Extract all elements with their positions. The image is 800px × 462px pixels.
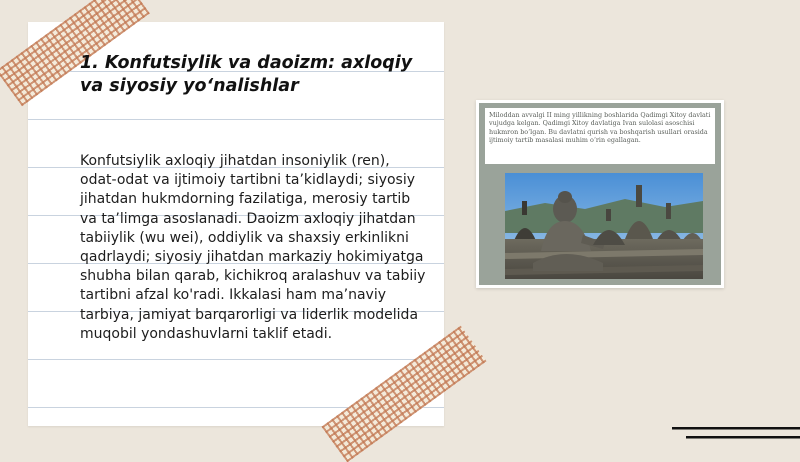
buddha-photo-illustration — [505, 173, 703, 279]
decorative-lines — [672, 424, 800, 446]
image-frame — [476, 100, 724, 288]
slide-body-text: Konfutsiylik axloqiy jihatdan insoniylik (ren), odat-odat va ijtimoiy tartibni ta’kidlaydi; siyosiy jihatdan hukmdorning fazilatiga, merosiy tartib va ta’limga asoslanadi. Daoizm axloqiy jihatdan tabiiylik (wu wei), oddiylik va shaxsiy erkinlikni qadrlaydi; siyosiy jihatdan markaziy hokimiyatga shubha bilan qarab, kichikroq aralashuv va tabiiy tartibni afzal ko'radi. Ikkalasi ham ma’naviy tarbiya, jamiyat barqarorligi va liderlik modelida muqobil yondashuvlarni taklif etadi. — [80, 153, 426, 342]
slide-title: 1. Konfutsiylik va daoizm: axloqiy va siyosiy yo‘nalishlar — [80, 53, 413, 96]
image-caption-text: Miloddan avvalgi II ming yillikning boshlarida Qadimgi Xitoy davlati vujudga kelgan. Qadimgi Xitoy davlatiga Ivan sulolasi asoschisi hukmron bo‘lgan. Bu davlatni qurish va boshqarish usullari orasida ijtimoiy tartib masalasi muhim o‘rin egallagan. — [485, 108, 715, 164]
buddha-statue-photo — [505, 173, 703, 279]
